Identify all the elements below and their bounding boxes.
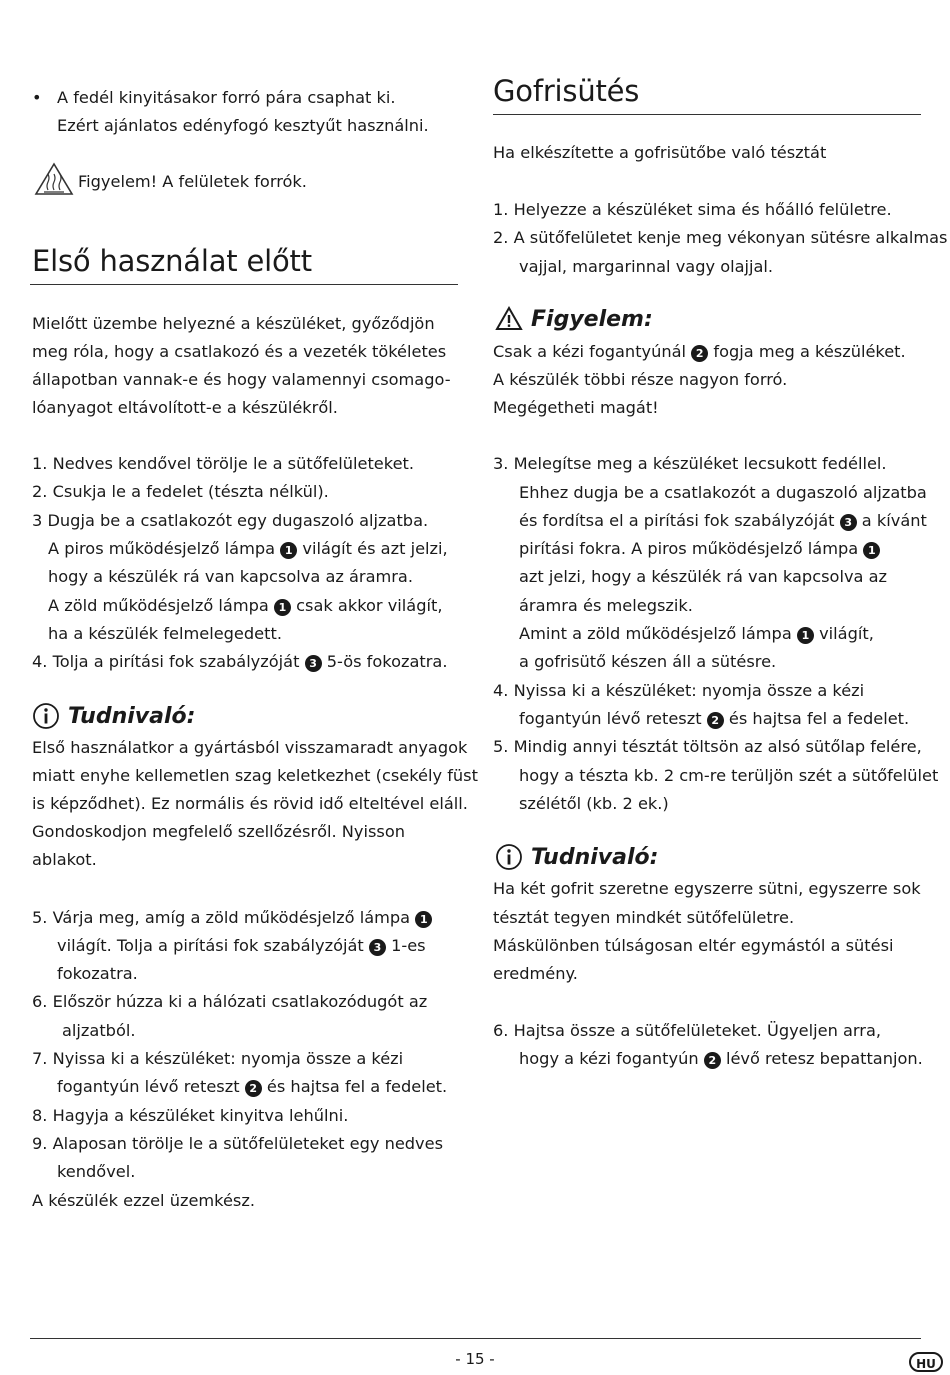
right-step-5-line-2: hogy a tészta kb. 2 cm-re terüljön szét a sütőfelület [519, 766, 939, 785]
step-4: 4. Tolja a pirítási fok szabályzóját 3 5-ös fokozatra. [32, 652, 448, 671]
right-note-line-2: tésztát tegyen mindkét sütőfelületre. [493, 908, 795, 927]
right-step-3-line-3: és fordítsa el a pirítási fok szabályzóját 3 a kívánt [519, 511, 927, 530]
note-line-1: Első használatkor a gyártásból visszamaradt anyagok [32, 738, 468, 757]
marker-2: 2 [691, 345, 708, 362]
info-icon [495, 843, 523, 871]
note-line-4: Gondoskodjon megfelelő szellőzésről. Nyisson [32, 822, 406, 841]
marker-1: 1 [280, 542, 297, 559]
right-step-5: 5. Mindig annyi tésztát töltsön az alsó sütőlap felére, [493, 737, 922, 756]
step-3-line-5: ha a készülék felmelegedett. [48, 624, 282, 643]
warning-line-2: A készülék többi része nagyon forró. [493, 370, 788, 389]
warning-heading: Figyelem: [495, 306, 653, 332]
info-icon [32, 702, 60, 730]
marker-1: 1 [274, 599, 291, 616]
marker-3: 3 [840, 514, 857, 531]
right-step-3-line-8: a gofrisütő készen áll a sütésre. [519, 652, 777, 671]
marker-1: 1 [797, 627, 814, 644]
language-badge: HU [909, 1352, 943, 1372]
bullet-dot: • [32, 88, 42, 107]
step-1: 1. Nedves kendővel törölje le a sütőfelületeket. [32, 454, 415, 473]
step-7-line-2: fogantyún lévő reteszt 2 és hajtsa fel a fedelet. [57, 1077, 448, 1096]
right-step-1: 1. Helyezze a készüléket sima és hőálló felületre. [493, 200, 892, 219]
right-note-line-1: Ha két gofrit szeretne egyszerre sütni, egyszerre sok [493, 879, 921, 898]
ready-statement: A készülék ezzel üzemkész. [32, 1191, 256, 1210]
section-heading-waffle: Gofrisütés [493, 74, 640, 108]
step-5: 5. Várja meg, amíg a zöld működésjelző lámpa 1 [32, 904, 432, 932]
step-5-line-2: világít. Tolja a pirítási fok szabályzóját 3 1-es [57, 936, 426, 955]
right-note-line-3: Máskülönben túlságosan eltér egymástól a sütési [493, 936, 894, 955]
marker-1: 1 [415, 911, 432, 928]
right-step-4-line-2: fogantyún lévő reteszt 2 és hajtsa fel a fedelet. [519, 709, 910, 728]
marker-3: 3 [305, 655, 322, 672]
step-6: 6. Először húzza ki a hálózati csatlakozódugót az [32, 992, 428, 1011]
right-step-2: 2. A sütőfelületet kenje meg vékonyan sütésre alkalmas [493, 228, 948, 247]
intro-line-2: meg róla, hogy a csatlakozó és a vezeték tökéletes [32, 342, 447, 361]
right-step-3-line-5: azt jelzi, hogy a készülék rá van kapcsolva az [519, 567, 888, 586]
intro-line-3: állapotban vannak-e és hogy valamennyi csomago- [32, 370, 451, 389]
step-3-line-3: hogy a készülék rá van kapcsolva az áramra. [48, 567, 413, 586]
step-3-line-2: A piros működésjelző lámpa 1 világít és azt jelzi, [48, 539, 448, 558]
step-7: 7. Nyissa ki a készüléket: nyomja össze a kézi [32, 1049, 404, 1068]
section-heading-first-use: Első használat előtt [32, 244, 312, 278]
marker-2: 2 [704, 1052, 721, 1069]
marker-3: 3 [369, 939, 386, 956]
step-5-line-3: fokozatra. [57, 964, 138, 983]
page-number: - 15 - [455, 1350, 495, 1368]
bullet-text-1: A fedél kinyitásakor forró pára csaphat ki. [57, 88, 396, 107]
right-step-2-line-2: vajjal, margarinnal vagy olajjal. [519, 257, 774, 276]
step-3: 3 Dugja be a csatlakozót egy dugaszoló aljzatba. [32, 511, 429, 530]
step-2: 2. Csukja le a fedelet (tészta nélkül). [32, 482, 329, 501]
note-line-3: is képződhet). Ez normális és rövid idő elteltével eláll. [32, 794, 468, 813]
right-step-3-line-4: pirítási fokra. A piros működésjelző lámpa 1 [519, 535, 880, 563]
marker-2: 2 [245, 1080, 262, 1097]
right-step-6: 6. Hajtsa össze a sütőfelületeket. Ügyeljen arra, [493, 1021, 882, 1040]
note-line-2: miatt enyhe kellemetlen szag keletkezhet (csekély füst [32, 766, 478, 785]
bullet-text-2: Ezért ajánlatos edényfogó kesztyűt használni. [57, 116, 429, 135]
right-step-3: 3. Melegítse meg a készüléket lecsukott fedéllel. [493, 454, 887, 473]
right-intro: Ha elkészítette a gofrisütőbe való tésztát [493, 143, 827, 162]
marker-1: 1 [863, 542, 880, 559]
heading-rule [493, 114, 921, 115]
heading-rule [30, 284, 458, 285]
right-step-4: 4. Nyissa ki a készüléket: nyomja össze a kézi [493, 681, 865, 700]
footer-rule [30, 1338, 921, 1339]
note-line-5: ablakot. [32, 850, 97, 869]
intro-line-4: lóanyagot eltávolított-e a készülékről. [32, 398, 338, 417]
step-3-line-4: A zöld működésjelző lámpa 1 csak akkor világít, [48, 596, 443, 615]
intro-line-1: Mielőtt üzembe helyezné a készüléket, győződjön [32, 314, 435, 333]
marker-2: 2 [707, 712, 724, 729]
hot-surface-warning-text: Figyelem! A felületek forrók. [78, 172, 307, 191]
step-9: 9. Alaposan törölje le a sütőfelületeket egy nedves [32, 1134, 444, 1153]
right-step-5-line-3: szélétől (kb. 2 ek.) [519, 794, 669, 813]
note-heading: Tudnivaló: [32, 702, 195, 730]
hot-surface-warning-icon [34, 162, 74, 200]
step-8: 8. Hagyja a készüléket kinyitva lehűlni. [32, 1106, 349, 1125]
step-9-line-2: kendővel. [57, 1162, 136, 1181]
step-6-line-2: aljzatból. [62, 1021, 136, 1040]
right-step-3-line-7: Amint a zöld működésjelző lámpa 1 világít, [519, 624, 874, 643]
right-note-heading: Tudnivaló: [495, 843, 658, 871]
warning-line-1: Csak a kézi fogantyúnál 2 fogja meg a készüléket. [493, 342, 906, 361]
right-step-3-line-2: Ehhez dugja be a csatlakozót a dugaszoló aljzatba [519, 483, 927, 502]
warning-icon [495, 306, 523, 332]
warning-line-3: Megégetheti magát! [493, 398, 659, 417]
right-step-6-line-2: hogy a kézi fogantyún 2 lévő retesz bepattanjon. [519, 1049, 923, 1068]
right-step-3-line-6: áramra és melegszik. [519, 596, 693, 615]
right-note-line-4: eredmény. [493, 964, 578, 983]
